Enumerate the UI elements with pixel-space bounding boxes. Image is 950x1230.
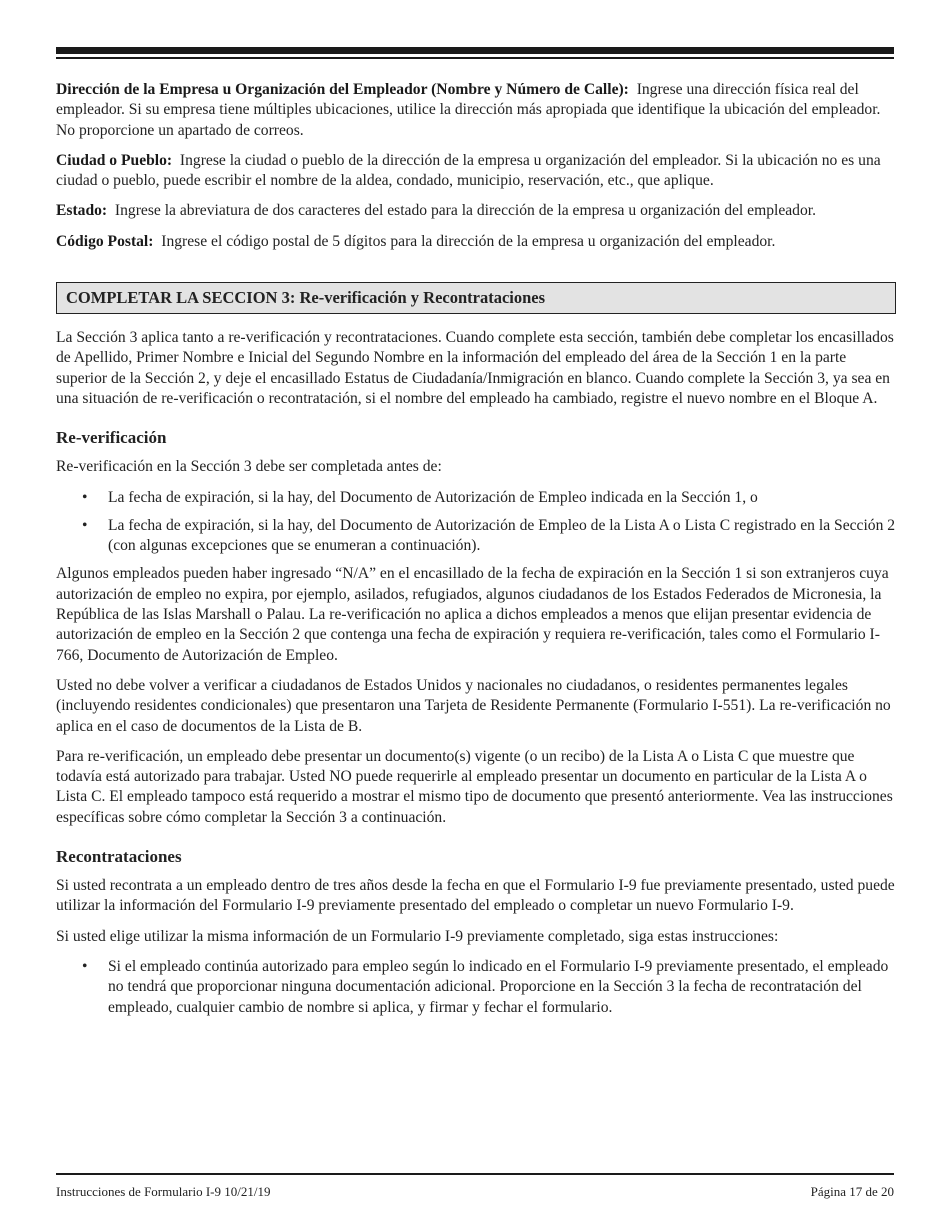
- reverification-paragraph: Para re-verificación, un empleado debe presentar un documento(s) vigente (o un recibo) de la Lista A o Lista C que muestre que todavía está autorizado para trabajar. Usted NO puede requerirle al empleado presentar un documento en particular de la Lista A o Lista C. El empleado tampoco está requerido a mostrar el mismo tipo de documento que presentó anteriormente. Vea las instrucciones específicas sobre cómo completar la Sección 3 a continuación.: [56, 747, 893, 826]
- rehires-heading: Recontrataciones: [56, 847, 182, 867]
- page-content: [56, 80, 896, 1026]
- reverification-paragraph: Usted no debe volver a verificar a ciudadanos de Estados Unidos y nacionales no ciudadanos, o residentes permanentes legales (incluyendo residentes condicionales) que presentaron una Tarjeta de Residente Permanente (Formulario I-551). La re-verificación no aplica en el caso de documentos de la Lista de B.: [56, 676, 891, 735]
- field-zip: [56, 232, 896, 252]
- rehires-paragraph: Si usted elige utilizar la misma información de un Formulario I-9 previamente completado, siga estas instrucciones:: [56, 927, 779, 945]
- section-3-title: COMPLETAR LA SECCION 3: Re-verificación y Recontrataciones: [56, 282, 896, 314]
- list-item: [56, 957, 896, 1018]
- list-item-text: La fecha de expiración, si la hay, del Documento de Autorización de Empleo indicada en la Sección 1, o: [108, 488, 758, 506]
- field-text: Ingrese la abreviatura de dos caracteres del estado para la dirección de la empresa u organización del empleador.: [114, 202, 817, 220]
- field-city: [56, 151, 896, 192]
- bullet-icon: •: [82, 957, 88, 975]
- field-text: Ingrese una dirección física real del empleador. Si su empresa tiene múltiples ubicaciones, utilice la dirección más apropiada que identifique la ubicación del empleador. No proporcione un apartado de correos.: [56, 81, 881, 139]
- reverification-lead: Re-verificación en la Sección 3 debe ser completada antes de:: [56, 458, 442, 476]
- section-3-intro: La Sección 3 aplica tanto a re-verificación y recontrataciones. Cuando complete esta sección, también debe completar los encasillados de Apellido, Primer Nombre e Inicial del Segundo Nombre en la información del empleado del área de la Sección 1 en la parte superior de la Sección 2, y deje el encasillado Estatus de Ciudadanía/Inmigración en blanco. Cuando complete la Sección 3, ya sea en una situación de re-verificación o recontratación, si el nombre del empleado ha cambiado, registre el nuevo nombre en el Bloque A.: [56, 329, 894, 407]
- reverification-list: [56, 488, 896, 557]
- bullet-icon: •: [82, 488, 88, 506]
- field-label: Código Postal:: [56, 232, 154, 250]
- field-label: Ciudad o Pueblo:: [56, 151, 173, 169]
- field-text: Ingrese la ciudad o pueblo de la dirección de la empresa u organización del empleador. Si la ubicación no es una ciudad o pueblo, puede escribir el nombre de la aldea, condado, municipio, reservación, etc., que aplique.: [56, 151, 881, 190]
- field-label: Dirección de la Empresa u Organización del Empleador (Nombre y Número de Calle):: [56, 81, 629, 98]
- reverification-heading: Re-verificación: [56, 428, 167, 448]
- rehires-paragraph: Si usted recontrata a un empleado dentro de tres años desde la fecha en que el Formulario I-9 fue previamente presentado, usted puede utilizar la información del Formulario I-9 previamente presentado del empleado o completar un nuevo Formulario I-9.: [56, 877, 895, 915]
- field-state: [56, 201, 896, 221]
- field-employer-address: [56, 80, 896, 141]
- footer-rule: [56, 1173, 894, 1175]
- list-item-text: Si el empleado continúa autorizado para empleo según lo indicado en el Formulario I-9 previamente presentado, el empleado no tendrá que proporcionar ninguna documentación adicional. Proporcione en la Sección 3 la fecha de recontratación del empleado, cualquier cambio de nombre si aplica, y firmar y fechar el formulario.: [108, 957, 889, 1016]
- list-item-text: La fecha de expiración, si la hay, del Documento de Autorización de Empleo de la Lista A o Lista C registrado en la Sección 2 (con algunas excepciones que se enumeran a continuación).: [108, 516, 896, 555]
- list-item: [56, 516, 896, 557]
- reverification-paragraph: Algunos empleados pueden haber ingresado “N/A” en el encasillado de la fecha de expiración en la Sección 1 si son extranjeros cuya autorización de empleo no expira, por ejemplo, asilados, refugiados, algunos ciudadanos de los Estados Federados de Micronesia, la República de las Islas Marshall o Palau. La re-verificación no aplica a dichos empleados a menos que elijan presentar evidencia de autorización de empleo en la Sección 2 que contenga una fecha de expiración y requiera re-verificación, tales como el Formulario I-766, Documento de Autorización de Empleo.: [56, 565, 889, 664]
- rehires-list: [56, 957, 896, 1018]
- field-text: Ingrese el código postal de 5 dígitos para la dirección de la empresa u organización del empleador.: [161, 232, 776, 250]
- footer-form-info: Instrucciones de Formulario I-9 10/21/19: [56, 1184, 271, 1199]
- footer-page-number: Página 17 de 20: [810, 1184, 894, 1199]
- header-rule-thin: [56, 57, 894, 59]
- header-rule-thick: [56, 47, 894, 54]
- field-label: Estado:: [56, 202, 108, 220]
- bullet-icon: •: [82, 516, 88, 534]
- list-item: [56, 488, 896, 508]
